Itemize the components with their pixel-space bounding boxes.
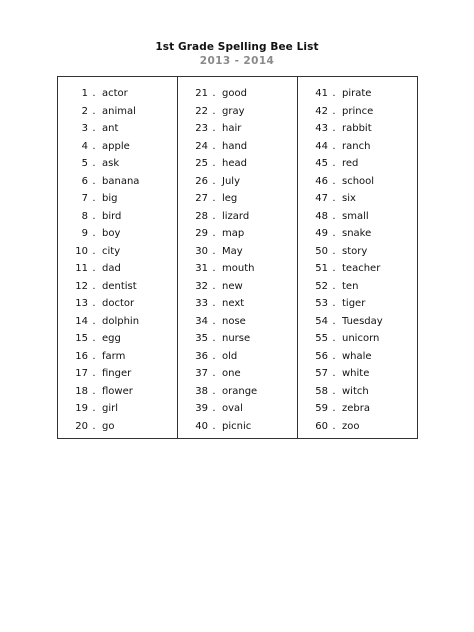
word-number-separator: . — [92, 140, 96, 152]
word-number-separator: . — [212, 280, 216, 292]
word-number-separator: . — [212, 175, 216, 187]
spelling-word: lizard — [222, 210, 250, 222]
spelling-word: apple — [102, 140, 130, 152]
word-number-separator: . — [332, 193, 336, 204]
word-entry — [178, 225, 297, 243]
word-number-separator: . — [92, 105, 96, 117]
word-number: 32 — [195, 280, 208, 292]
word-number: 29 — [195, 228, 208, 239]
word-entry — [178, 243, 297, 261]
word-number: 12 — [75, 280, 88, 292]
spelling-word: ask — [102, 158, 120, 169]
word-entry — [298, 400, 417, 418]
word-number: 6 — [81, 175, 88, 187]
word-number-separator: . — [332, 175, 336, 187]
word-entry — [178, 278, 297, 296]
word-number: 31 — [195, 263, 208, 274]
word-entry — [58, 173, 177, 191]
spelling-word: flower — [102, 385, 133, 397]
word-entry — [178, 400, 297, 418]
word-number: 43 — [315, 123, 328, 134]
word-number-separator: . — [92, 350, 96, 362]
spelling-word: banana — [102, 175, 140, 187]
word-number: 36 — [195, 350, 208, 362]
spelling-word: ten — [342, 280, 359, 292]
spelling-word-table — [57, 76, 418, 439]
word-entry — [298, 85, 417, 103]
spelling-word: tiger — [342, 298, 366, 309]
spelling-word: hair — [222, 123, 242, 134]
word-number: 5 — [81, 158, 88, 169]
word-entry — [298, 138, 417, 156]
word-entry — [298, 208, 417, 226]
word-number: 40 — [195, 420, 208, 432]
word-number-separator: . — [332, 385, 336, 397]
word-entry — [178, 173, 297, 191]
word-number: 54 — [315, 315, 328, 327]
word-entry — [58, 313, 177, 331]
word-entry — [178, 418, 297, 436]
word-number: 14 — [75, 315, 88, 327]
spelling-word: mouth — [222, 263, 255, 274]
word-number-separator: . — [332, 210, 336, 222]
word-number: 35 — [195, 333, 208, 344]
spelling-word: girl — [102, 403, 119, 414]
word-number: 38 — [195, 385, 208, 397]
spelling-word: boy — [102, 228, 121, 239]
word-number: 33 — [195, 298, 208, 309]
word-entry — [298, 348, 417, 366]
word-number: 30 — [195, 245, 208, 257]
spelling-word: doctor — [102, 298, 135, 309]
word-number: 49 — [315, 228, 328, 239]
word-number-separator: . — [212, 140, 216, 152]
word-number-separator: . — [92, 245, 96, 257]
word-entry — [58, 260, 177, 278]
word-number: 47 — [315, 193, 328, 204]
word-number: 45 — [315, 158, 328, 169]
word-number: 18 — [75, 385, 88, 397]
word-column-1 — [58, 77, 177, 438]
word-number: 2 — [81, 105, 88, 117]
word-number-separator: . — [92, 210, 96, 222]
word-number-separator: . — [332, 245, 336, 257]
spelling-word: nose — [222, 315, 246, 327]
word-number-separator: . — [92, 385, 96, 397]
word-number: 44 — [315, 140, 328, 152]
spelling-word: witch — [342, 385, 369, 397]
spelling-word: bird — [102, 210, 122, 222]
word-number: 16 — [75, 350, 88, 362]
word-entry — [58, 138, 177, 156]
spelling-word: city — [102, 245, 121, 257]
word-number-separator: . — [332, 368, 336, 379]
word-number: 23 — [195, 123, 208, 134]
word-number-separator: . — [212, 123, 216, 134]
word-number-separator: . — [212, 315, 216, 327]
spelling-word: new — [222, 280, 243, 292]
word-entry — [58, 365, 177, 383]
word-entry — [178, 330, 297, 348]
spelling-word: dolphin — [102, 315, 140, 327]
word-entry — [178, 155, 297, 173]
word-number: 37 — [195, 368, 208, 379]
spelling-word: nurse — [222, 333, 251, 344]
word-entry — [178, 383, 297, 401]
word-number-separator: . — [332, 140, 336, 152]
word-entry — [298, 190, 417, 208]
word-number: 55 — [315, 333, 328, 344]
spelling-word: white — [342, 368, 370, 379]
word-entry — [58, 190, 177, 208]
page-subtitle: 2013 - 2014 — [199, 55, 275, 67]
word-number: 22 — [195, 105, 208, 117]
word-entry — [58, 418, 177, 436]
word-number-separator: . — [332, 403, 336, 414]
word-entry — [178, 208, 297, 226]
spelling-word: ant — [102, 123, 119, 134]
spelling-word: prince — [342, 105, 374, 117]
word-number-separator: . — [212, 210, 216, 222]
word-number: 21 — [195, 88, 208, 99]
spelling-word: big — [102, 193, 118, 204]
spelling-word: go — [102, 420, 115, 432]
word-number-separator: . — [92, 403, 96, 414]
spelling-word: school — [342, 175, 375, 187]
word-number-separator: . — [332, 123, 336, 134]
spelling-word: old — [222, 350, 238, 362]
spelling-word: May — [222, 245, 243, 257]
word-number: 57 — [315, 368, 328, 379]
word-entry — [298, 120, 417, 138]
spelling-word: small — [342, 210, 369, 222]
spelling-word: picnic — [222, 420, 252, 432]
word-entry — [178, 138, 297, 156]
word-number: 8 — [81, 210, 88, 222]
word-entry — [298, 173, 417, 191]
spelling-word: hand — [222, 140, 248, 152]
word-number: 48 — [315, 210, 328, 222]
word-entry — [58, 383, 177, 401]
word-entry — [58, 225, 177, 243]
word-number-separator: . — [332, 88, 336, 99]
word-number: 19 — [75, 403, 88, 414]
word-number-separator: . — [92, 298, 96, 309]
word-entry — [178, 190, 297, 208]
word-number-separator: . — [332, 263, 336, 274]
word-entry — [298, 383, 417, 401]
spelling-word: snake — [342, 228, 372, 239]
word-number: 51 — [315, 263, 328, 274]
word-number-separator: . — [212, 88, 216, 99]
word-entry — [298, 225, 417, 243]
spelling-word: finger — [102, 368, 132, 379]
word-number-separator: . — [212, 193, 216, 204]
word-number: 46 — [315, 175, 328, 187]
word-number-separator: . — [92, 280, 96, 292]
word-number-separator: . — [92, 420, 96, 432]
word-number: 24 — [195, 140, 208, 152]
word-entry — [298, 155, 417, 173]
word-entry — [178, 348, 297, 366]
word-number-separator: . — [212, 158, 216, 169]
word-entry — [178, 120, 297, 138]
word-entry — [178, 313, 297, 331]
word-entry — [178, 260, 297, 278]
word-number: 56 — [315, 350, 328, 362]
word-number-separator: . — [92, 368, 96, 379]
spelling-word: red — [342, 158, 359, 169]
spelling-word: unicorn — [342, 333, 380, 344]
spelling-word: pirate — [342, 88, 372, 99]
word-number-separator: . — [332, 350, 336, 362]
word-number-separator: . — [212, 385, 216, 397]
word-number-separator: . — [92, 193, 96, 204]
word-entry — [298, 278, 417, 296]
word-entry — [58, 295, 177, 313]
word-number-separator: . — [212, 228, 216, 239]
word-number-separator: . — [332, 105, 336, 117]
word-entry — [178, 295, 297, 313]
word-number-separator: . — [212, 263, 216, 274]
spelling-word: ranch — [342, 140, 371, 152]
spelling-word: gray — [222, 105, 245, 117]
word-number-separator: . — [212, 420, 216, 432]
spelling-word: six — [342, 193, 356, 204]
word-entry — [58, 85, 177, 103]
word-number-separator: . — [92, 123, 96, 134]
word-number-separator: . — [92, 315, 96, 327]
word-number: 17 — [75, 368, 88, 379]
word-number: 9 — [81, 228, 88, 239]
word-number-separator: . — [212, 368, 216, 379]
spelling-word: teacher — [342, 263, 381, 274]
word-number: 15 — [75, 333, 88, 344]
word-number: 7 — [81, 193, 88, 204]
word-number-separator: . — [332, 420, 336, 432]
spelling-word: story — [342, 245, 368, 257]
word-number: 39 — [195, 403, 208, 414]
spelling-word: dad — [102, 263, 121, 274]
word-entry — [58, 208, 177, 226]
word-number-separator: . — [92, 158, 96, 169]
word-number: 59 — [315, 403, 328, 414]
word-number: 10 — [75, 245, 88, 257]
word-number-separator: . — [332, 228, 336, 239]
word-number-separator: . — [212, 245, 216, 257]
word-number: 60 — [315, 420, 328, 432]
word-number: 26 — [195, 175, 208, 187]
spelling-word: July — [222, 175, 240, 187]
spelling-word: leg — [222, 193, 238, 204]
word-number: 53 — [315, 298, 328, 309]
word-number-separator: . — [332, 280, 336, 292]
word-number: 42 — [315, 105, 328, 117]
word-column-3 — [297, 77, 417, 438]
word-number-separator: . — [212, 105, 216, 117]
word-number: 41 — [315, 88, 328, 99]
word-entry — [298, 365, 417, 383]
spelling-word: animal — [102, 105, 136, 117]
word-number-separator: . — [212, 403, 216, 414]
word-entry — [178, 103, 297, 121]
word-entry — [298, 243, 417, 261]
word-number: 11 — [75, 263, 88, 274]
word-entry — [58, 243, 177, 261]
word-entry — [58, 155, 177, 173]
spelling-word: zoo — [342, 420, 360, 432]
word-entry — [58, 278, 177, 296]
word-number-separator: . — [332, 333, 336, 344]
spelling-word: next — [222, 298, 245, 309]
spelling-word: Tuesday — [342, 315, 383, 327]
spelling-word: head — [222, 158, 247, 169]
word-column-2 — [177, 77, 297, 438]
word-number-separator: . — [212, 298, 216, 309]
spelling-word: farm — [102, 350, 126, 362]
word-entry — [58, 120, 177, 138]
word-number-separator: . — [92, 175, 96, 187]
word-entry — [298, 418, 417, 436]
word-number: 20 — [75, 420, 88, 432]
spelling-word: good — [222, 88, 247, 99]
word-number-separator: . — [332, 298, 336, 309]
word-entry — [298, 330, 417, 348]
spelling-word: map — [222, 228, 245, 239]
spelling-word: whale — [342, 350, 372, 362]
word-number-separator: . — [212, 350, 216, 362]
word-number: 58 — [315, 385, 328, 397]
word-number: 34 — [195, 315, 208, 327]
word-number: 1 — [81, 88, 88, 99]
spelling-word: rabbit — [342, 123, 372, 134]
word-number: 27 — [195, 193, 208, 204]
word-entry — [178, 365, 297, 383]
word-entry — [58, 348, 177, 366]
page-title: 1st Grade Spelling Bee List — [155, 41, 319, 53]
word-number: 50 — [315, 245, 328, 257]
spelling-word: oval — [222, 403, 243, 414]
spelling-word: actor — [102, 88, 128, 99]
word-entry — [298, 295, 417, 313]
spelling-word: dentist — [102, 280, 137, 292]
word-number-separator: . — [212, 333, 216, 344]
word-number: 28 — [195, 210, 208, 222]
word-entry — [298, 260, 417, 278]
word-number-separator: . — [92, 333, 96, 344]
word-entry — [58, 400, 177, 418]
word-entry — [298, 103, 417, 121]
spelling-word: zebra — [342, 403, 370, 414]
spelling-word: one — [222, 368, 241, 379]
word-number: 52 — [315, 280, 328, 292]
word-number: 25 — [195, 158, 208, 169]
word-entry — [298, 313, 417, 331]
spelling-word: egg — [102, 333, 121, 344]
word-number-separator: . — [92, 88, 96, 99]
word-entry — [58, 103, 177, 121]
word-number-separator: . — [92, 263, 96, 274]
word-number: 3 — [81, 123, 88, 134]
word-entry — [178, 85, 297, 103]
word-number: 4 — [81, 140, 88, 152]
spelling-word: orange — [222, 385, 258, 397]
word-number-separator: . — [332, 315, 336, 327]
word-entry — [58, 330, 177, 348]
word-number: 13 — [75, 298, 88, 309]
word-number-separator: . — [332, 158, 336, 169]
word-number-separator: . — [92, 228, 96, 239]
